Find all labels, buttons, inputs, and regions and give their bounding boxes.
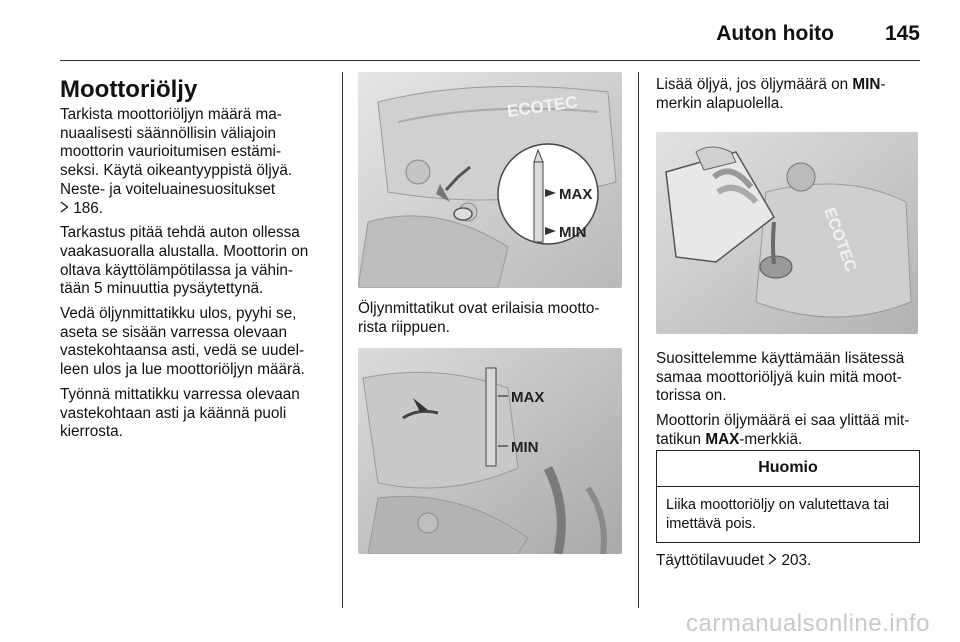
max-mark: MAX	[705, 430, 740, 448]
column-divider-2	[638, 72, 639, 608]
image-caption	[358, 300, 628, 337]
section-title: Auton hoito	[716, 22, 834, 45]
min-label: MIN	[559, 224, 587, 241]
text-line: moottorin vaurioitumisen estämi-	[60, 143, 282, 161]
min-label: MIN	[511, 439, 539, 456]
text-line: kierrosta.	[60, 423, 123, 441]
text-line: Tarkastus pitää tehdä auton ollessa	[60, 224, 300, 242]
paragraph-finish	[60, 386, 335, 442]
paragraph-max-warning	[656, 412, 926, 449]
page-reference-arrow-icon	[60, 200, 69, 217]
max-label: MAX	[559, 186, 593, 203]
page-number: 145	[884, 22, 920, 45]
text-fragment: Täyttötilavuudet	[656, 552, 764, 569]
text-line: Työnnä mittatikku varressa olevaan	[60, 385, 300, 403]
paragraph-conditions	[60, 224, 335, 299]
text-line: imettävä pois.	[666, 515, 757, 532]
text-line: leen ulos ja lue moottoriöljyn määrä.	[60, 361, 305, 379]
text-line: Tarkista moottoriöljyn määrä ma-	[60, 106, 282, 123]
text-fragment: -merkkiä.	[739, 430, 803, 448]
text-line: vastekohtaansa asti, vedä se uudel-	[60, 342, 305, 360]
text-line: Liika moottoriöljy on valutettava tai	[666, 497, 890, 513]
text-line: merkin alapuolella.	[656, 94, 784, 112]
text-line: vaakasuoralla alustalla. Moottorin on	[60, 242, 309, 260]
column-1	[60, 76, 335, 448]
text-fragment: tatikun	[656, 430, 706, 448]
text-line: Öljynmittatikut ovat erilaisia mootto-	[358, 300, 600, 317]
text-line: seksi. Käytä oikeantyyppistä öljyä.	[60, 162, 293, 180]
paragraph-procedure	[60, 305, 335, 380]
text-fragment: Lisää öljyä, jos öljymäärä on	[656, 76, 853, 93]
text-line: Suosittelemme käyttämään lisätessä	[656, 350, 905, 367]
text-line: Moottorin öljymäärä ei saa ylittää mit-	[656, 412, 910, 430]
watermark: carmanualsonline.info	[686, 610, 930, 637]
text-line: oltava käyttölämpötilassa ja vähin-	[60, 261, 293, 279]
text-fragment: -	[880, 76, 886, 93]
text-line: tään 5 minuuttia pysäytettynä.	[60, 280, 264, 298]
text-line: aseta se sisään varressa olevaan	[60, 323, 288, 341]
header-rule	[60, 60, 920, 61]
column-3-top	[656, 76, 926, 113]
column-divider-1	[342, 72, 343, 608]
notice-box	[656, 450, 920, 543]
text-line: Neste- ja voiteluainesuositukset	[60, 180, 276, 198]
max-label: MAX	[511, 389, 545, 406]
column-3-middle	[656, 350, 926, 456]
min-mark: MIN	[852, 76, 881, 93]
page-header	[60, 14, 920, 58]
alternative-dipstick-image	[358, 348, 622, 554]
text-line: samaa moottoriöljyä kuin mitä moot-	[656, 368, 902, 386]
text-line: nuaalisesti säännöllisin väliajoin	[60, 124, 276, 142]
oil-filling-image	[656, 132, 918, 334]
page-reference-link[interactable]: 203.	[781, 552, 812, 569]
dipstick-engine-image	[358, 72, 622, 288]
text-line: rista riippuen.	[358, 318, 450, 336]
paragraph-recommendation	[656, 350, 926, 406]
text-line: vastekohtaan asti ja käännä puoli	[60, 404, 287, 422]
paragraph-check	[60, 106, 335, 218]
text-line: torissa on.	[656, 387, 727, 405]
page-reference-link[interactable]: 186.	[73, 199, 104, 217]
engine-cover-text: ECOTEC	[820, 205, 860, 275]
section-heading: Moottoriöljy	[60, 76, 198, 103]
notice-body	[657, 487, 919, 542]
capacity-reference	[656, 552, 926, 571]
notice-heading: Huomio	[657, 451, 919, 487]
text-line: Vedä öljynmittatikku ulos, pyyhi se,	[60, 305, 297, 323]
page-reference-arrow-icon	[768, 552, 777, 569]
engine-cover-text: ECOTEC	[505, 92, 579, 121]
